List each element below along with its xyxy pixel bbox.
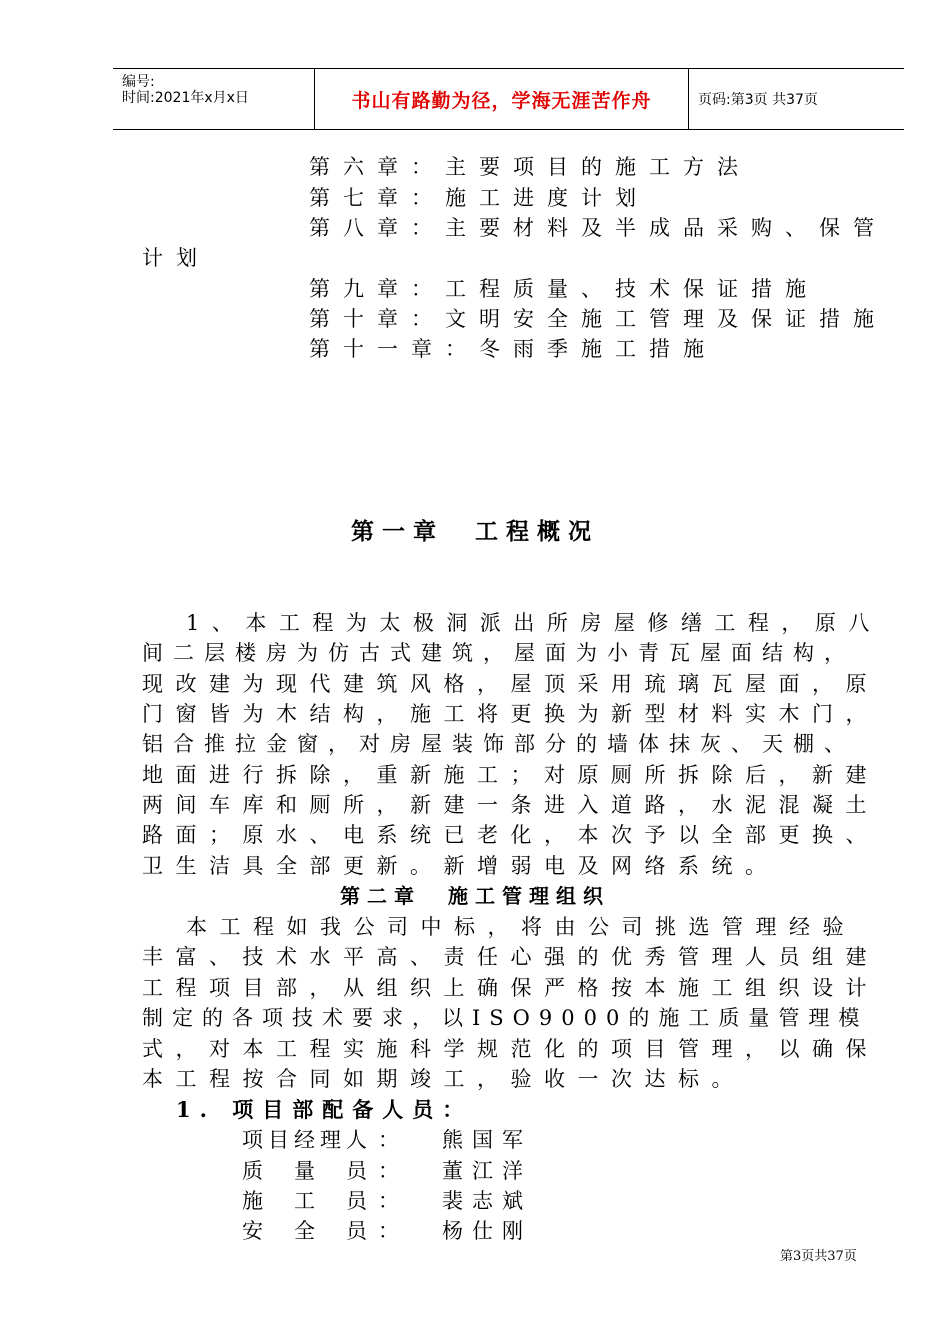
page-header (113, 68, 904, 130)
header-number-label: 编号: (122, 74, 155, 90)
staff-colon: ： (378, 1189, 399, 1213)
chapter2-paragraph-line: 制定的各项技术要求，以ISO9000的施工质量管理模 (142, 1006, 869, 1030)
page-footer: 第3页共37页 (780, 1249, 857, 1264)
staff-section-title: 1. 项目部配备人员： (176, 1097, 473, 1122)
header-meta-cell (113, 69, 315, 129)
toc-item: 第十章：文明安全施工管理及保证措施 (309, 307, 887, 331)
toc-item: 第六章：主要项目的施工方法 (309, 155, 751, 179)
staff-name: 裴志斌 (442, 1189, 532, 1213)
staff-name: 杨仕刚 (442, 1219, 532, 1243)
chapter1-paragraph-line: 间二层楼房为仿古式建筑，屋面为小青瓦屋面结构， (142, 641, 855, 665)
staff-name: 熊国军 (442, 1128, 532, 1152)
chapter1-paragraph-line: 路面；原水、电系统已老化，本次予以全部更换、 (142, 823, 879, 847)
chapter1-paragraph-line: 1、本工程为太极洞派出所房屋修缮工程，原八 (186, 611, 882, 635)
chapter1-paragraph-line: 现改建为现代建筑风格，屋顶采用琉璃瓦屋面，原 (142, 672, 879, 696)
staff-role: 项目经理人 (242, 1128, 372, 1152)
header-motto-cell (315, 69, 689, 129)
toc-item: 第九章：工程质量、技术保证措施 (309, 277, 819, 301)
toc-item: 第十一章：冬雨季施工措施 (309, 337, 717, 361)
toc-item-wrap: 计划 (142, 246, 210, 270)
staff-role: 安 全 员 (242, 1219, 372, 1243)
chapter2-paragraph-line: 本工程按合同如期竣工，验收一次达标。 (142, 1067, 745, 1091)
chapter1-paragraph-line: 卫生洁具全部更新。新增弱电及网络系统。 (142, 854, 779, 878)
chapter2-title: 第二章 施工管理组织 (340, 884, 610, 908)
chapter2-paragraph-line: 丰富、技术水平高、责任心强的优秀管理人员组建 (142, 945, 879, 969)
chapter2-paragraph-line: 工程项目部，从组织上确保严格按本施工组织设计 (142, 976, 879, 1000)
staff-colon: ： (378, 1159, 399, 1183)
chapter2-paragraph-line: 本工程如我公司中标，将由公司挑选管理经验 (186, 915, 856, 939)
chapter1-paragraph-line: 门窗皆为木结构，施工将更换为新型材料实木门， (142, 702, 879, 726)
toc-item: 第八章：主要材料及半成品采购、保管 (309, 216, 887, 240)
header-motto: 书山有路勤为径，学海无涯苦作舟 (351, 89, 652, 112)
header-page-label: 页码:第3页 共37页 (698, 92, 818, 108)
chapter1-paragraph-line: 铝合推拉金窗，对房屋装饰部分的墙体抹灰、天棚、 (142, 732, 855, 756)
chapter1-title: 第一章 工程概况 (351, 518, 599, 545)
staff-role: 施 工 员 (242, 1189, 372, 1213)
chapter1-paragraph-line: 地面进行拆除，重新施工；对原厕所拆除后，新建 (142, 763, 879, 787)
chapter1-paragraph-line: 两间车库和厕所，新建一条进入道路，水泥混凝土 (142, 793, 879, 817)
staff-name: 董江洋 (442, 1159, 532, 1183)
chapter2-paragraph-line: 式，对本工程实施科学规范化的项目管理，以确保 (142, 1037, 879, 1061)
staff-role: 质 量 员 (242, 1159, 372, 1183)
staff-colon: ： (378, 1219, 399, 1243)
toc-item: 第七章：施工进度计划 (309, 186, 649, 210)
staff-colon: ： (378, 1128, 399, 1152)
header-page-cell (689, 69, 904, 129)
header-time-label: 时间:2021年x月x日 (122, 90, 249, 106)
